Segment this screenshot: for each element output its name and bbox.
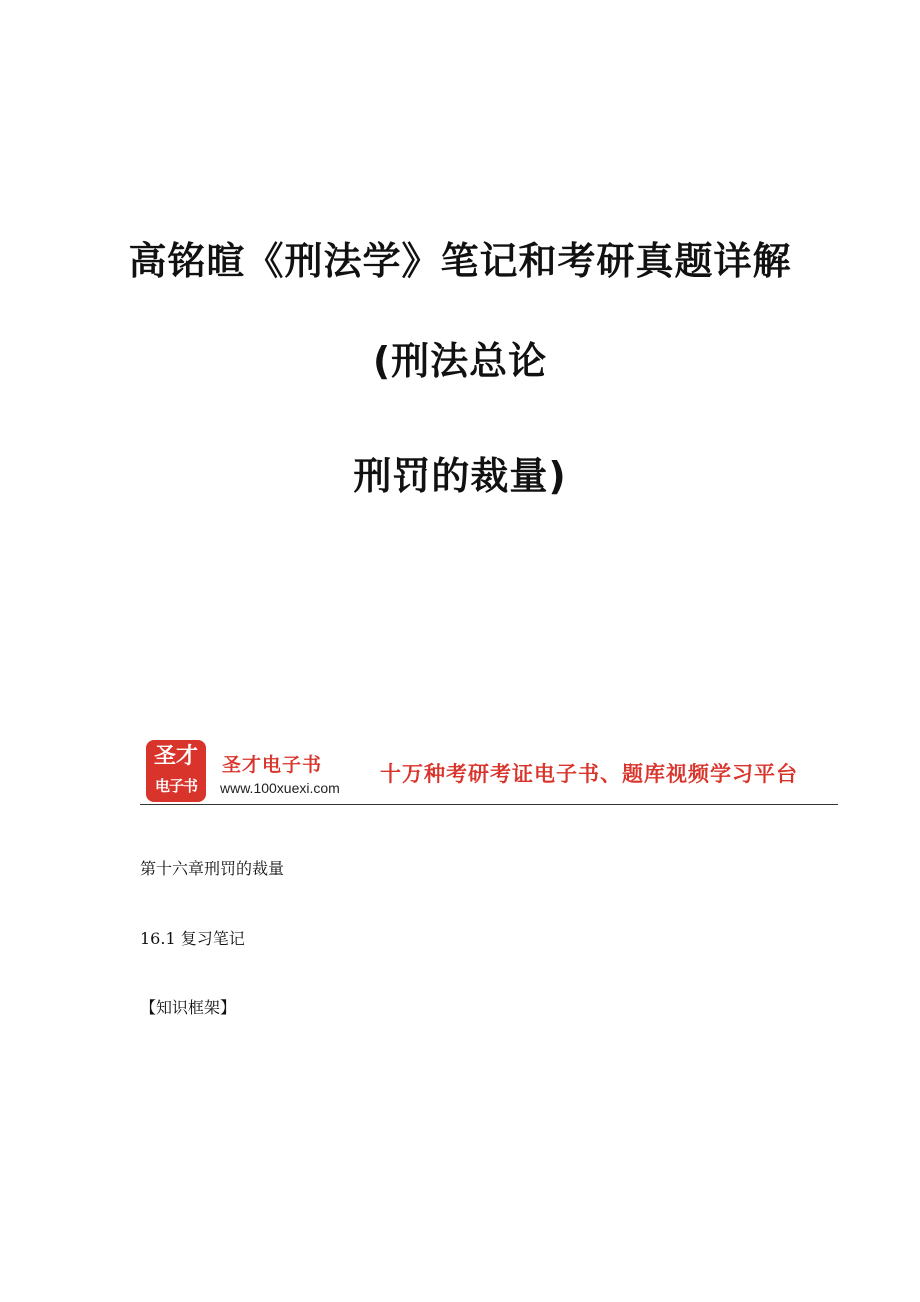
chapter-heading: 第十六章刑罚的裁量 — [140, 859, 285, 878]
document-title-line-2: (刑法总论 — [372, 339, 548, 383]
logo-text-line-2: 电子书 — [154, 777, 197, 795]
document-title-line-1: 高铭暄《刑法学》笔记和考研真题详解 — [128, 239, 792, 283]
banner-divider — [140, 804, 838, 805]
document-title-line-3: 刑罚的裁量) — [353, 454, 567, 498]
publisher-banner — [140, 738, 838, 806]
brand-slogan: 十万种考研考证电子书、题库视频学习平台 — [380, 762, 798, 786]
publisher-logo — [146, 740, 206, 802]
section-heading: 16.1 复习笔记 — [140, 929, 245, 948]
logo-text-line-1: 圣才 — [153, 744, 198, 769]
brand-url: www.100xuexi.com — [220, 780, 340, 796]
subsection-label: 【知识框架】 — [140, 998, 237, 1017]
brand-name: 圣才电子书 — [222, 754, 323, 776]
